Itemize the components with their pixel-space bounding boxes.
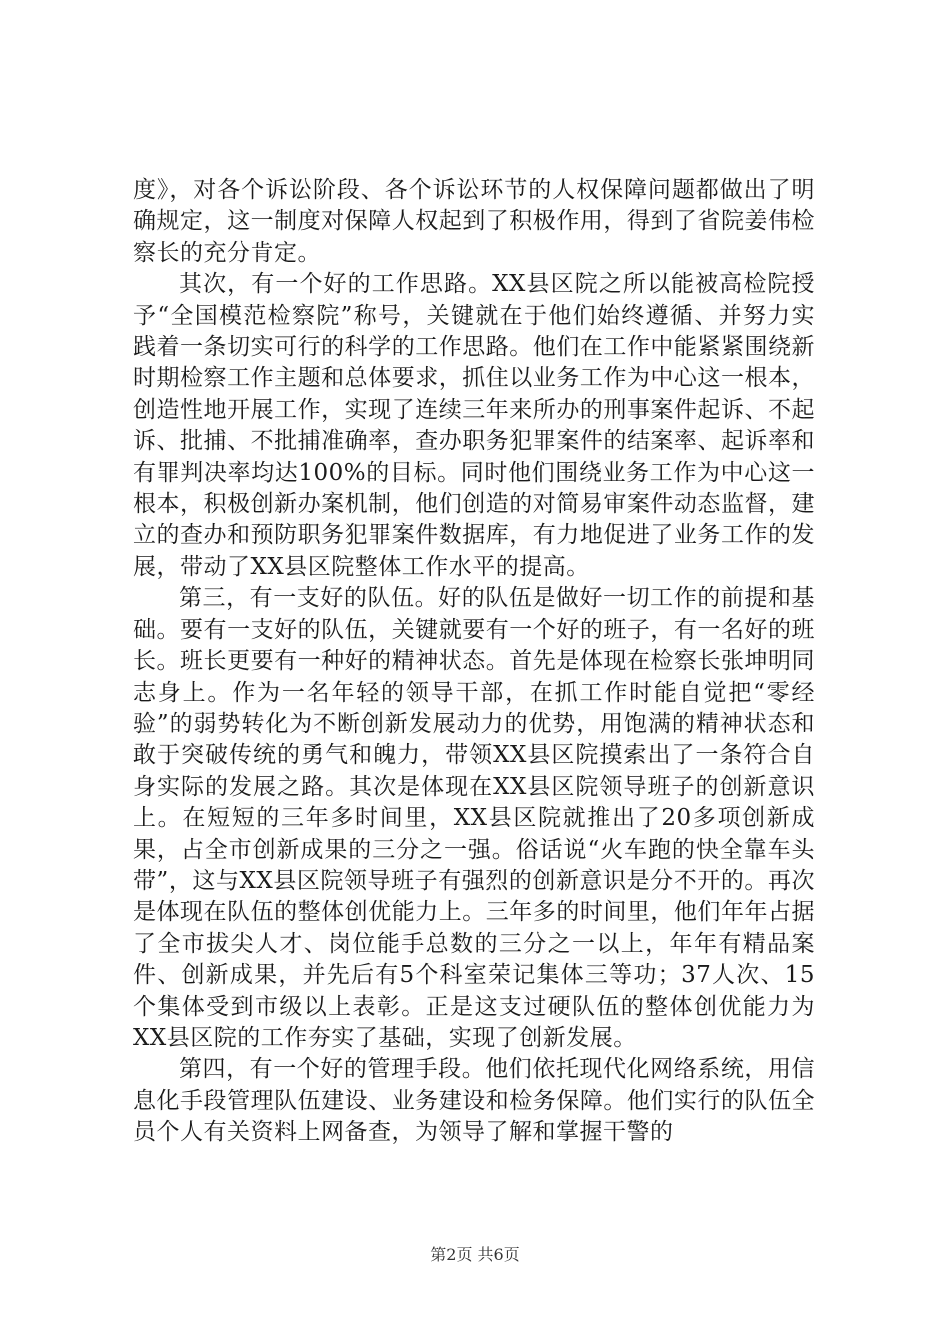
paragraph-3: 第三，有一支好的队伍。好的队伍是做好一切工作的前提和基础。要有一支好的队伍，关键就要有一个好的班子，有一名好的班长。班长更要有一种好的精神状态。首先是体现在检察长张坤明同志身上。作为一名年轻的领导干部，在抓工作时能自觉把“零经验”的弱势转化为不断创新发展动力的优势，用饱满的精神状态和敢于突破传统的勇气和魄力，带领XX县区院摸索出了一条符合自身实际的发展之路。其次是体现在XX县区院领导班子的创新意识上。在短短的三年多时间里，XX县区院就推出了20多项创新成果，占全市创新成果的三分之一强。俗话说“火车跑的快全靠车头带”，这与XX县区院领导班子有强烈的创新意识是分不开的。再次是体现在队伍的整体创优能力上。三年多的时间里，他们年年占据了全市拔尖人才、岗位能手总数的三分之一以上，年年有精品案件、创新成果，并先后有5个科室荣记集体三等功；37人次、15个集体受到市级以上表彰。正是这支过硬队伍的整体创优能力为XX县区院的工作夯实了基础，实现了创新发展。 — [133, 585, 815, 1051]
document-body — [133, 175, 815, 1149]
page-footer: 第2页 共6页 — [430, 1245, 520, 1264]
paragraph-4: 第四，有一个好的管理手段。他们依托现代化网络系统，用信息化手段管理队伍建设、业务建设和检务保障。他们实行的队伍全员个人有关资料上网备查，为领导了解和掌握干警的 — [133, 1056, 815, 1146]
paragraph-2: 其次，有一个好的工作思路。XX县区院之所以能被高检院授予“全国模范检察院”称号，关键就在于他们始终遵循、并努力实践着一条切实可行的科学的工作思路。他们在工作中能紧紧围绕新时期检察工作主题和总体要求，抓住以业务工作为中心这一根本，创造性地开展工作，实现了连续三年来所办的刑事案件起诉、不起诉、批捕、不批捕准确率，查办职务犯罪案件的结案率、起诉率和有罪判决率均达100%的目标。同时他们围绕业务工作为中心这一根本，积极创新办案机制，他们创造的对简易审案件动态监督，建立的查办和预防职务犯罪案件数据库，有力地促进了业务工作的发展，带动了XX县区院整体工作水平的提高。 — [133, 271, 815, 580]
paragraph-1: 度》，对各个诉讼阶段、各个诉讼环节的人权保障问题都做出了明确规定，这一制度对保障人权起到了积极作用，得到了省院姜伟检察长的充分肯定。 — [133, 177, 815, 266]
